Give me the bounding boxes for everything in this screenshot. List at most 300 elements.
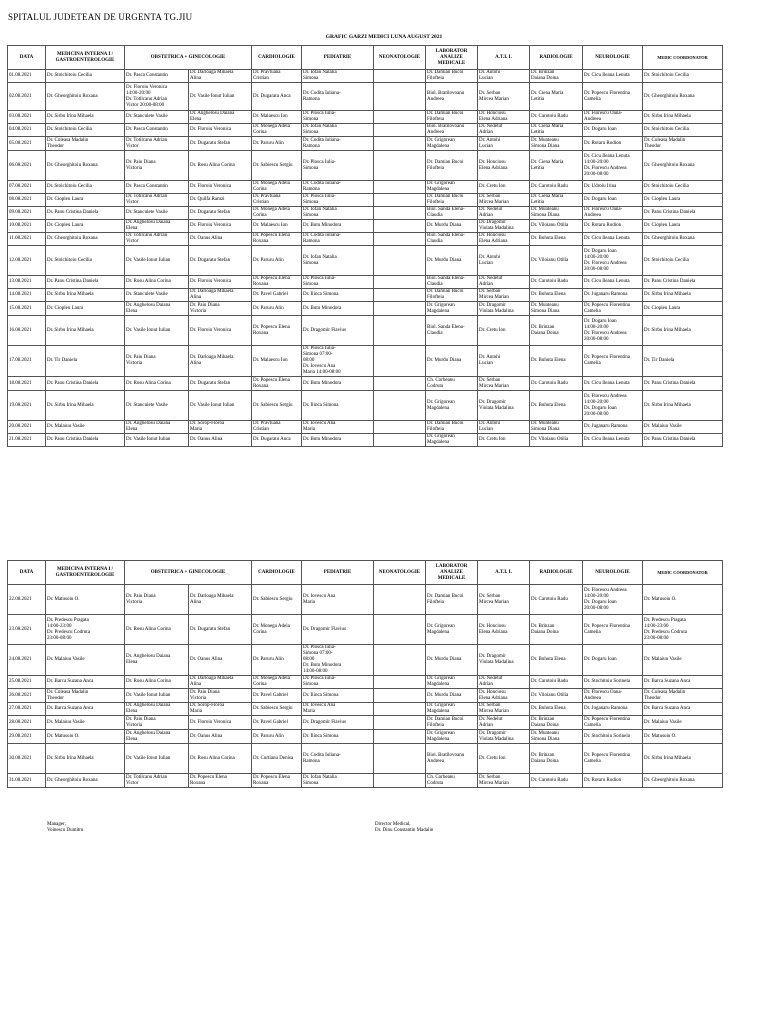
cell-neonatology	[374, 703, 426, 716]
cell-laboratory: Dr. Grigorean Magdalena	[426, 703, 478, 716]
cell-obstetrics-b: Dr. Oanus Alina	[189, 233, 252, 246]
cell-neonatology	[374, 744, 426, 774]
header-radiology: RADIOLOGIE	[530, 561, 583, 585]
header-ati: A.T.I. I.	[478, 561, 530, 585]
cell-cardiology: Dr. Popescu Elena Roxana	[252, 377, 302, 391]
cell-laboratory: Dr. Grigorean Magdalena	[426, 302, 478, 316]
cell-laboratory: Biol. Sanda Elena- Claudia	[426, 276, 478, 289]
table-row	[8, 124, 723, 137]
cell-date: 27.08.2021	[8, 703, 46, 716]
cell-neurology: Dr. Florescu Oana- Andreea	[583, 689, 643, 703]
header-neonatology: NEONATOLOGIE	[374, 561, 426, 585]
cell-laboratory: Dr. Grigorean Magdalena	[426, 676, 478, 689]
cell-obstetrics-a: Dr. Anghelosu Daiana Elena	[125, 645, 189, 676]
cell-date: 02.08.2021	[8, 83, 46, 111]
cell-obstetrics-a: Dr. Stanculete Vasile	[125, 111, 189, 124]
cell-radiology: Dr. Carotoiu Radu	[530, 276, 583, 289]
cell-date: 13.08.2021	[8, 276, 46, 289]
cell-coordinator: Dr. Matusoiu O.	[643, 730, 723, 744]
cell-radiology: Dr. Viloianu Otilia	[530, 246, 583, 276]
cell-ati: Dr. Serban Mircea Marian	[478, 83, 530, 111]
cell-neonatology	[374, 391, 426, 421]
cell-pediatrics: Dr. Iovescu Ana Maria	[302, 421, 374, 434]
cell-neurology: Dr. Rotaru Rodion	[583, 774, 643, 788]
cell-laboratory: Dr. Damian Bucoi Filofteia	[426, 151, 478, 181]
cell-obstetrics-a: Dr. Anghelosu Daiana Elena	[125, 421, 189, 434]
cell-pediatrics: Dr. Dragomir Flavius	[302, 716, 374, 730]
cell-radiology: Dr. Munteanu Simona Diana	[530, 137, 583, 151]
cell-obstetrics-a: Dr. Stanculete Vasile	[125, 391, 189, 421]
cell-radiology: Dr. Carotoiu Radu	[530, 774, 583, 788]
cell-neurology: Dr. Popescu Florentina Camelia	[583, 716, 643, 730]
cell-neurology: Dr. Florescu Oana- Andreea	[583, 207, 643, 220]
cell-internal-medicine: Dr. Sirbu Irina Mihaela	[46, 744, 125, 774]
cell-date: 09.08.2021	[8, 207, 46, 220]
cell-internal-medicine: Dr. Barca Suzana Anca	[46, 676, 125, 689]
cell-coordinator: Dr. Stoichitoiu Cecilia	[643, 70, 723, 83]
cell-cardiology: Dr. Sabiescu Sergiu	[252, 151, 302, 181]
cell-obstetrics-b: Dr. Dugaratu Stefan	[189, 207, 252, 220]
cell-radiology: Dr. Brinzan Daiana Doina	[530, 716, 583, 730]
cell-internal-medicine: Dr. Panu Cristina Daniela	[46, 377, 125, 391]
cell-obstetrics-a: Dr. Stanculete Vasile	[125, 289, 189, 302]
cell-obstetrics-b: Dr. Dugaratu Stefan	[189, 137, 252, 151]
cell-cardiology: Dr. Monega Adela Corina	[252, 124, 302, 137]
cell-neurology: Dr. Cicu Ileana Lenuta 14:00-20:00 Dr. Florescu Andreea 20:00-08:00	[583, 151, 643, 181]
cell-obstetrics-a: Dr. Totilcanu Adrian Victor	[125, 194, 189, 207]
header-coordinator: MEDIC COORDONATOR	[643, 46, 723, 70]
cell-pediatrics: Dr. Iovescu Ana Maria	[302, 703, 374, 716]
header-cardiology: CARDIOLOGIE	[252, 561, 302, 585]
cell-neonatology	[374, 207, 426, 220]
cell-cardiology: Dr. Malaescu Ion	[252, 220, 302, 233]
cell-date: 04.08.2021	[8, 124, 46, 137]
cell-ati: Dr. Antohi Lucian	[478, 70, 530, 83]
cell-coordinator: Dr. Coleasa Madalin Theodor	[643, 137, 723, 151]
cell-obstetrics-a: Dr. Floroiu Veronica 14:00-20:00 Dr. Totilcanu Adrian Victor 20:00-08:00	[125, 83, 189, 111]
cell-radiology: Dr. Brinzan Daiana Doina	[530, 615, 583, 645]
cell-laboratory: Dr. Grigorean Magdalena	[426, 434, 478, 447]
cell-laboratory: Dr. Grigorean Magdalena	[426, 181, 478, 194]
cell-obstetrics-a: Dr. Rosu Alina Corina	[125, 377, 189, 391]
cell-ati: Dr. Honciosu Elena Adriana	[478, 151, 530, 181]
header-laboratory: LABORATOR ANALIZE MEDICALE	[426, 561, 478, 585]
cell-cardiology: Dr. Popescu Elena Roxana	[252, 316, 302, 346]
cell-obstetrics-b: Dr. Darloaga Mihaela Alina	[189, 289, 252, 302]
cell-obstetrics-b: Dr. Darloaga Mihaela Alina	[189, 585, 252, 615]
header-radiology: RADIOLOGIE	[530, 46, 583, 70]
cell-ati: Dr. Nedelut Adrian	[478, 124, 530, 137]
cell-radiology: Dr. Buhuta Elena	[530, 703, 583, 716]
table-row	[8, 391, 723, 421]
cell-cardiology: Dr. Popescu Elena Roxana	[252, 233, 302, 246]
cell-date: 21.08.2021	[8, 434, 46, 447]
cell-radiology: Dr. Viloianu Otilia	[530, 689, 583, 703]
table-row	[8, 220, 723, 233]
cell-internal-medicine: Dr. Coleasa Madalin Theodor	[46, 137, 125, 151]
cell-internal-medicine: Dr. Matusoiu O.	[46, 585, 125, 615]
cell-pediatrics: Dr. Plosca Iulia- Simona	[302, 111, 374, 124]
cell-pediatrics: Dr. Plosca Iulia- Simona	[302, 151, 374, 181]
cell-obstetrics-a: Dr. Rosu Alina Corina	[125, 676, 189, 689]
table-row	[8, 434, 723, 447]
cell-radiology: Dr. Buhuta Elena	[530, 289, 583, 302]
cell-date: 25.08.2021	[8, 676, 46, 689]
cell-obstetrics-a: Dr. Paiu Diana Victoria	[125, 585, 189, 615]
cell-internal-medicine: Dr. Malaiuu Vasile	[46, 421, 125, 434]
cell-cardiology: Dr. Dugaratu Anca	[252, 434, 302, 447]
cell-obstetrics-a: Dr. Rosu Alina Corina	[125, 615, 189, 645]
cell-neonatology	[374, 302, 426, 316]
cell-laboratory: Dr. Damian Bucoi Filofteia	[426, 585, 478, 615]
cell-obstetrics-a: Dr. Totilcanu Adrian Victor	[125, 233, 189, 246]
cell-coordinator: Dr. Sirbu Irina Mihaela	[643, 744, 723, 774]
cell-cardiology: Dr. Pavel Gabriel	[252, 289, 302, 302]
cell-radiology: Dr. Buhuta Elena	[530, 346, 583, 377]
table-row	[8, 645, 723, 676]
cell-pediatrics: Dr. Ilinca Simona	[302, 289, 374, 302]
cell-internal-medicine: Dr. Matusoiu O.	[46, 730, 125, 744]
cell-pediatrics: Dr. Codita Iuliana- Ramona	[302, 233, 374, 246]
cell-radiology: Dr. Munteanu Simona Diana	[530, 421, 583, 434]
cell-neurology: Dr. Dogaru Ioan	[583, 645, 643, 676]
cell-radiology: Dr. Brinzan Daiana Doina	[530, 744, 583, 774]
cell-neurology: Dr. Dogaru Ioan	[583, 124, 643, 137]
cell-date: 31.08.2021	[8, 774, 46, 788]
cell-laboratory: Dr. Murdu Diana	[426, 645, 478, 676]
cell-radiology: Dr. Carotoiu Radu	[530, 111, 583, 124]
cell-neonatology	[374, 377, 426, 391]
cell-neonatology	[374, 220, 426, 233]
cell-neonatology	[374, 151, 426, 181]
cell-date: 15.08.2021	[8, 302, 46, 316]
cell-laboratory: Biol. Bratilovoanu Andreea	[426, 744, 478, 774]
cell-obstetrics-a: Dr. Stanculete Vasile	[125, 207, 189, 220]
cell-laboratory: Dr. Murdu Diana	[426, 689, 478, 703]
cell-pediatrics: Dr. Plosca Iulia- Simona 07:00- 08:00 Dr. Butu Minodora 14:00-08:00	[302, 645, 374, 676]
table-row	[8, 377, 723, 391]
cell-date: 14.08.2021	[8, 289, 46, 302]
cell-obstetrics-b: Dr. Oanus Alina	[189, 434, 252, 447]
cell-internal-medicine: Dr. Gheorghitoiu Roxana	[46, 233, 125, 246]
cell-cardiology: Dr. Monega Adela Corina	[252, 207, 302, 220]
cell-ati: Dr. Dragomir Violata Madalina	[478, 645, 530, 676]
cell-neonatology	[374, 434, 426, 447]
cell-coordinator: Dr. Stoichitoiu Cecilia	[643, 246, 723, 276]
cell-internal-medicine: Dr. Predescu Pragata 14:00-23:00 Dr. Predescu Codruta 23:00-08:00	[46, 615, 125, 645]
cell-obstetrics-a: Dr. Vasile Ionut Iulian	[125, 689, 189, 703]
cell-pediatrics: Dr. Butu Minodora	[302, 302, 374, 316]
cell-ati: Dr. Nedelut Adrian	[478, 276, 530, 289]
cell-cardiology: Dr. Pavel Gabriel	[252, 716, 302, 730]
cell-coordinator: Dr. Sirbu Irina Mihaela	[643, 391, 723, 421]
cell-obstetrics-b: Dr. Popescu Elena Roxana	[189, 774, 252, 788]
cell-obstetrics-b: Dr. Floroiu Veronica	[189, 316, 252, 346]
cell-coordinator: Dr. Gheorghitoiu Roxana	[643, 83, 723, 111]
cell-obstetrics-a: Dr. Totilcanu Adrian Victor	[125, 774, 189, 788]
cell-coordinator: Dr. Ciopleu Laura	[643, 220, 723, 233]
cell-coordinator: Dr. Panu Cristina Daniela	[643, 377, 723, 391]
table-row	[8, 730, 723, 744]
cell-radiology: Dr. Carotoiu Radu	[530, 676, 583, 689]
cell-obstetrics-a: Dr. Anghelosu Daiana Elena	[125, 730, 189, 744]
cell-pediatrics: Dr. Dragomir Flavius	[302, 316, 374, 346]
cell-cardiology: Dr. Paruru Alin	[252, 246, 302, 276]
cell-laboratory: Dr. Murdu Diana	[426, 346, 478, 377]
cell-date: 26.08.2021	[8, 689, 46, 703]
cell-ati: Dr. Dragomir Violata Madalina	[478, 391, 530, 421]
cell-laboratory: Dr. Damian Bucoi Filofteia	[426, 421, 478, 434]
cell-neonatology	[374, 111, 426, 124]
cell-pediatrics: Dr. Iovescu Ana Maria	[302, 585, 374, 615]
cell-ati: Dr. Serban Mircea Marian	[478, 194, 530, 207]
cell-neurology: Dr. Popescu Florentina Camelia	[583, 346, 643, 377]
table-row	[8, 246, 723, 276]
cell-cardiology: Dr. Pavel Gabriel	[252, 689, 302, 703]
table-row	[8, 151, 723, 181]
cell-radiology: Dr. Buhuta Elena	[530, 645, 583, 676]
cell-neonatology	[374, 181, 426, 194]
header-pediatrics: PEDIATRIE	[302, 46, 374, 70]
cell-neonatology	[374, 421, 426, 434]
cell-internal-medicine: Dr. Gheorghitoiu Roxana	[46, 151, 125, 181]
table-row	[8, 716, 723, 730]
cell-coordinator: Dr. Malaiuu Vasile	[643, 421, 723, 434]
schedule-table-2	[7, 560, 723, 788]
cell-laboratory: Dr. Damian Bucoi Filofteia	[426, 716, 478, 730]
cell-neonatology	[374, 124, 426, 137]
cell-cardiology: Dr. Paruru Alin	[252, 645, 302, 676]
cell-pediatrics: Dr. Butu Minodora	[302, 220, 374, 233]
cell-ati: Dr. Serban Mircea Marian	[478, 585, 530, 615]
cell-date: 10.08.2021	[8, 220, 46, 233]
cell-laboratory: Dr. Damian Bucoi Filofteia	[426, 111, 478, 124]
cell-radiology: Dr. Brinzan Daiana Doina	[530, 316, 583, 346]
cell-neurology: Dr. Stochitoiu Sorinela	[583, 676, 643, 689]
cell-date: 16.08.2021	[8, 316, 46, 346]
cell-obstetrics-b: Dr. Rosu Alina Corina	[189, 744, 252, 774]
cell-obstetrics-b: Dr. Anghelosu Daiana Elena	[189, 111, 252, 124]
cell-internal-medicine: Dr. Gheorghitoiu Roxana	[46, 774, 125, 788]
cell-neurology: Dr. Cicu Ileana Lenuta	[583, 377, 643, 391]
cell-obstetrics-b: Dr. Floroiu Veronica	[189, 716, 252, 730]
cell-internal-medicine: Dr. Stoichitoiu Cecilia	[46, 246, 125, 276]
cell-laboratory: Biol. Bratilovoanu Andreea	[426, 124, 478, 137]
cell-neurology: Dr. Juganaru Ramona	[583, 289, 643, 302]
cell-pediatrics: Dr. Codita Iuliana- Ramona	[302, 137, 374, 151]
cell-neonatology	[374, 233, 426, 246]
cell-pediatrics: Dr. Plosca Iulia- Simona	[302, 194, 374, 207]
table-row	[8, 289, 723, 302]
cell-date: 03.08.2021	[8, 111, 46, 124]
cell-pediatrics: Dr. Iofan Natalia Simona	[302, 207, 374, 220]
cell-internal-medicine: Dr. Sirbu Irina Mihaela	[46, 391, 125, 421]
cell-coordinator: Dr. Sirbu Irina Mihaela	[643, 289, 723, 302]
cell-cardiology: Dr. Monega Adela Corina	[252, 181, 302, 194]
cell-obstetrics-b: Dr. Vasile Ionut Iulian	[189, 83, 252, 111]
header-neurology: NEUROLOGIE	[583, 561, 643, 585]
cell-coordinator: Dr. Matusoiu O.	[643, 585, 723, 615]
cell-obstetrics-a: Dr. Rosu Alina Corina	[125, 276, 189, 289]
table-row	[8, 83, 723, 111]
cell-coordinator: Dr. Gheorghitoiu Roxana	[643, 233, 723, 246]
cell-obstetrics-b: Dr. Floroiu Veronica	[189, 220, 252, 233]
cell-ati: Dr. Cretu Ion	[478, 434, 530, 447]
table-row	[8, 70, 723, 83]
cell-neurology: Dr. Juganaru Ramona	[583, 421, 643, 434]
cell-neurology: Dr. Cicu Ileana Lenuta	[583, 70, 643, 83]
cell-pediatrics: Dr. Codita Iuliana- Ramona	[302, 181, 374, 194]
cell-laboratory: Dr. Grigorean Magdalena	[426, 615, 478, 645]
cell-neonatology	[374, 716, 426, 730]
cell-date: 19.08.2021	[8, 391, 46, 421]
cell-coordinator: Dr. Coleasa Madalin Theodor	[643, 689, 723, 703]
cell-radiology: Dr. Carotoiu Radu	[530, 181, 583, 194]
cell-radiology: Dr. Munteanu Simona Diana	[530, 207, 583, 220]
cell-neurology: Dr. Florescu Andreea 14:00-20:00 Dr. Dogaru Ioan 20:00-08:00	[583, 585, 643, 615]
cell-obstetrics-a: Dr. Vasile Ionut Iulian	[125, 434, 189, 447]
cell-neonatology	[374, 730, 426, 744]
cell-cardiology: Dr. Pravtuana Cristian	[252, 70, 302, 83]
cell-date: 06.08.2021	[8, 151, 46, 181]
header-internal-medicine: MEDICINA INTERNA I / GASTROENTEROLOGIE	[46, 46, 125, 70]
cell-date: 05.08.2021	[8, 137, 46, 151]
cell-internal-medicine: Dr. Tir Daniela	[46, 346, 125, 377]
cell-internal-medicine: Dr. Ciopleu Laura	[46, 220, 125, 233]
cell-coordinator: Dr. Malaiuu Vasile	[643, 716, 723, 730]
cell-obstetrics-b: Dr. Floroiu Veronica	[189, 124, 252, 137]
cell-coordinator: Dr. Sirbu Irina Mihaela	[643, 316, 723, 346]
table-header-row	[8, 46, 723, 70]
schedule-table-1	[7, 45, 723, 447]
cell-pediatrics: Dr. Codita Iuliana- Ramona	[302, 83, 374, 111]
table-row	[8, 744, 723, 774]
cell-pediatrics: Dr. Plosca Iulia- Simona 07:00- 08:00 Dr. Iovescu Ana Maria 14:00-08:00	[302, 346, 374, 377]
table-row	[8, 703, 723, 716]
cell-date: 29.08.2021	[8, 730, 46, 744]
cell-ati: Dr. Antohi Lucian	[478, 246, 530, 276]
cell-laboratory: Dr. Grigorean Magdalena	[426, 137, 478, 151]
cell-pediatrics: Dr. Butu Minodora	[302, 434, 374, 447]
cell-internal-medicine: Dr. Malaiuu Vasile	[46, 716, 125, 730]
manager-signature: Manager, Voinescu Dumitru	[47, 822, 84, 833]
cell-laboratory: Dr. Grigorean Magdalena	[426, 730, 478, 744]
table-row	[8, 276, 723, 289]
cell-neurology: Dr. Florescu Andreea 14:00-20:00 Dr. Dogaru Ioan 20:00-08:00	[583, 391, 643, 421]
cell-ati: Dr. Honciosu Elena Adriana	[478, 615, 530, 645]
cell-obstetrics-b: Dr. Sorop-Floroa Maria	[189, 703, 252, 716]
cell-neurology: Dr. Dogaru Ioan	[583, 194, 643, 207]
cell-coordinator: Dr. Panu Cristina Daniela	[643, 434, 723, 447]
cell-cardiology: Dr. Paruru Alin	[252, 730, 302, 744]
cell-cardiology: Dr. Dugaratu Anca	[252, 83, 302, 111]
cell-radiology: Dr. Ciena Maria Letitia	[530, 194, 583, 207]
table-row	[8, 302, 723, 316]
cell-obstetrics-a: Dr. Paiu Diana Victoria	[125, 151, 189, 181]
table-row	[8, 181, 723, 194]
table-row	[8, 585, 723, 615]
document-title: GRAFIC GARZI MEDICI LUNA AUGUST 2021	[325, 34, 443, 40]
cell-cardiology: Dr. Pravtuana Cristian	[252, 194, 302, 207]
cell-obstetrics-a: Dr. Pasca Constantin	[125, 181, 189, 194]
cell-ati: Dr. Antohi Lucian	[478, 421, 530, 434]
cell-obstetrics-b: Dr. Paiu Diana Victoria	[189, 302, 252, 316]
cell-laboratory: Biol. Sanda Elena- Claudia	[426, 233, 478, 246]
table-row	[8, 207, 723, 220]
cell-obstetrics-b: Dr. Vasile Ionut Iulian	[189, 391, 252, 421]
cell-date: 17.08.2021	[8, 346, 46, 377]
cell-obstetrics-a: Dr. Vasile Ionut Iulian	[125, 246, 189, 276]
cell-radiology: Dr. Ciena Maria Letitia	[530, 124, 583, 137]
cell-laboratory: Biol. Bratilovoanu Andreea	[426, 83, 478, 111]
table-row	[8, 421, 723, 434]
cell-internal-medicine: Dr. Sirbu Irina Mihaela	[46, 111, 125, 124]
cell-laboratory: Ch. Corbeanu Codruta	[426, 774, 478, 788]
cell-internal-medicine: Dr. Ciopleu Laura	[46, 194, 125, 207]
cell-ati: Dr. Cretu Ion	[478, 181, 530, 194]
cell-obstetrics-a: Dr. Anghelosu Daiana Elena	[125, 220, 189, 233]
header-pediatrics: PEDIATRIE	[302, 561, 374, 585]
cell-neurology: Dr. Dogaru Ioan 14:00-20:00 Dr. Florescu Andreea 20:00-08:00	[583, 246, 643, 276]
cell-obstetrics-b: Dr. Oanus Alina	[189, 730, 252, 744]
cell-neurology: Dr. Florescu Oana- Andreea	[583, 111, 643, 124]
cell-coordinator: Dr. Stoichitoiu Cecilia	[643, 181, 723, 194]
cell-date: 11.08.2021	[8, 233, 46, 246]
cell-obstetrics-b: Dr. Darloaga Mihaela Alina	[189, 346, 252, 377]
cell-obstetrics-b: Dr. Dugaratu Stefan	[189, 246, 252, 276]
cell-neurology: Dr. Dogaru Ioan 14:00-20:00 Dr. Florescu Andreea 20:00-08:00	[583, 316, 643, 346]
cell-neurology: Dr. Popescu Florentina Camelia	[583, 83, 643, 111]
cell-ati: Dr. Nedelut Adrian	[478, 676, 530, 689]
cell-pediatrics: Dr. Codita Iuliana- Ramona	[302, 744, 374, 774]
cell-date: 30.08.2021	[8, 744, 46, 774]
cell-obstetrics-b: Dr. Darloaga Mihaela Alina	[189, 676, 252, 689]
cell-pediatrics: Dr. Iofan Natalia Simona	[302, 774, 374, 788]
cell-internal-medicine: Dr. Gheorghitoiu Roxana	[46, 83, 125, 111]
cell-ati: Dr. Cretu Ion	[478, 316, 530, 346]
cell-internal-medicine: Dr. Malaiuu Vasile	[46, 645, 125, 676]
cell-ati: Dr. Serban Mircea Marian	[478, 703, 530, 716]
cell-internal-medicine: Dr. Panu Cristina Daniela	[46, 434, 125, 447]
cell-pediatrics: Dr. Iofan Natalia Simona	[302, 246, 374, 276]
cell-laboratory: Dr. Grigorean Magdalena	[426, 391, 478, 421]
cell-internal-medicine: Dr. Sirbu Irina Mihaela	[46, 289, 125, 302]
cell-ati: Dr. Serban Mircea Marian	[478, 377, 530, 391]
cell-cardiology: Dr. Pravtuana Cristian	[252, 421, 302, 434]
cell-coordinator: Dr. Gheorghitoiu Roxana	[643, 151, 723, 181]
cell-internal-medicine: Dr. Stoichitoiu Cecilia	[46, 181, 125, 194]
cell-obstetrics-a: Dr. Anghelosu Daiana Elena	[125, 302, 189, 316]
cell-ati: Dr. Antohi Lucian	[478, 346, 530, 377]
cell-date: 12.08.2021	[8, 246, 46, 276]
cell-neurology: Dr. Cicu Ileana Lenuta	[583, 434, 643, 447]
cell-coordinator: Dr. Malaiuu Vasile	[643, 645, 723, 676]
cell-obstetrics-a: Dr. Paiu Diana Victoria	[125, 716, 189, 730]
header-date: DATA	[8, 46, 46, 70]
cell-neonatology	[374, 83, 426, 111]
cell-coordinator: Dr. Ciopleu Laura	[643, 302, 723, 316]
cell-internal-medicine: Dr. Coleasa Madalin Theodor	[46, 689, 125, 703]
cell-cardiology: Dr. Sabiescu Sergiu	[252, 391, 302, 421]
cell-ati: Dr. Serban Mircea Marian	[478, 774, 530, 788]
cell-cardiology: Dr. Paruru Alin	[252, 137, 302, 151]
table-row	[8, 774, 723, 788]
cell-cardiology: Dr. Malaescu Ion	[252, 111, 302, 124]
cell-laboratory: Dr. Murdu Diana	[426, 246, 478, 276]
cell-pediatrics: Dr. Dragomir Flavius	[302, 615, 374, 645]
cell-neurology: Dr. Cicu Ileana Lenuta	[583, 233, 643, 246]
table-row	[8, 194, 723, 207]
